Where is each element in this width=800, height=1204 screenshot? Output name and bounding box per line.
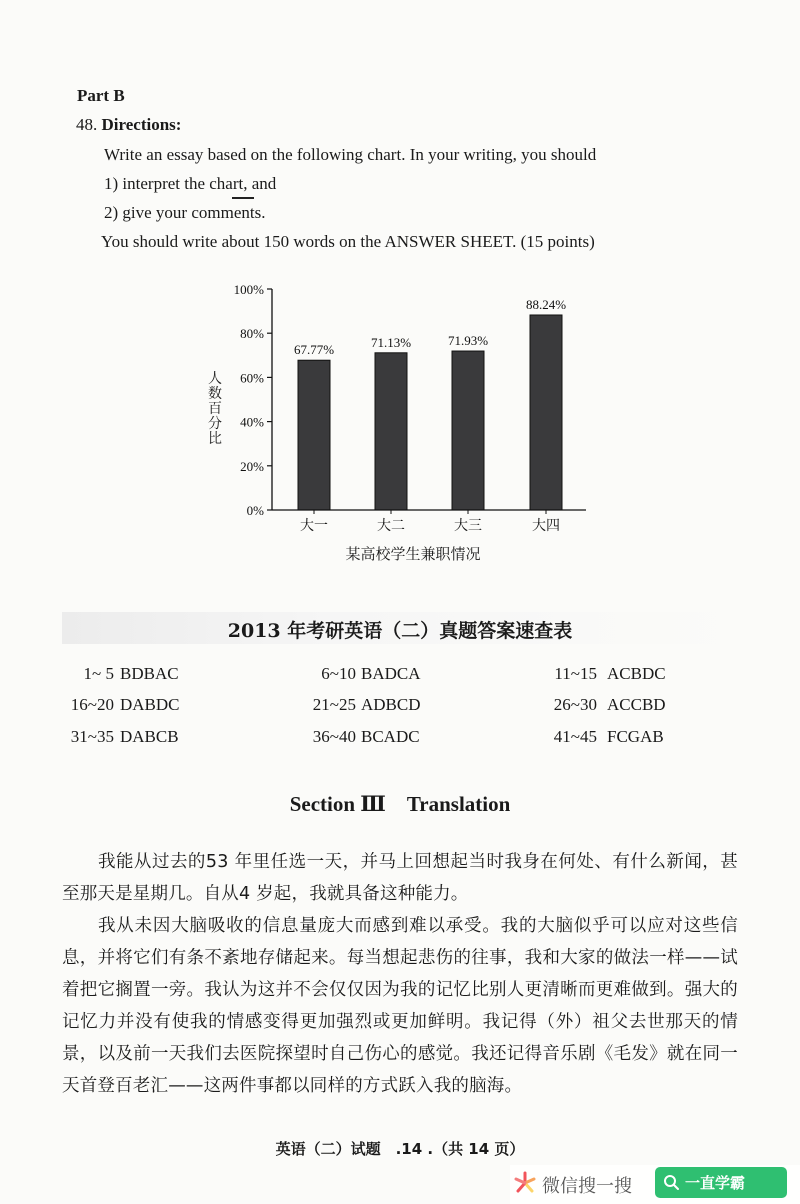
answer-range: 31~35	[70, 727, 114, 746]
answer-key-title: 2013 年考研英语（二）真题答案速查表	[227, 620, 573, 642]
translation-paragraph-2: 我从未因大脑吸收的信息量庞大而感到难以承受。我的大脑似乎可以应对这些信息，并将它们有条不紊地存储起来。每当想起悲伤的往事，我和大家的做法一样——试着把它搁置一旁。我认为这并不会仅仅因为我的记忆比别人更清晰而更难做到。强大的记忆力并没有使我的情感变得更加强烈或更加鲜明。我记得（外）祖父去世那天的情景，以及前一天我们去医院探望时自己伤心的感觉。我还记得音乐剧《毛发》就在同一天首登百老汇——这两件事都以同样的方式跃入我的脑海。	[62, 916, 738, 1096]
page-footer: 英语（二）试题 .14 .（共 14 页）	[275, 1140, 525, 1158]
answer-range: 1~ 5	[83, 664, 114, 683]
answer-range: 16~20	[70, 695, 114, 714]
y-tick-label: 20%	[240, 458, 264, 474]
y-axis	[234, 282, 272, 518]
answer-range: 6~10	[321, 664, 356, 683]
answer-letters: BCADC	[361, 727, 420, 746]
directions-label: Directions:	[101, 115, 182, 134]
question-heading	[76, 115, 181, 135]
bar-value-label: 88.24%	[525, 296, 567, 312]
search-icon	[663, 1174, 680, 1191]
answer-letters: FCGAB	[607, 727, 664, 746]
answer-range: 21~25	[312, 695, 356, 714]
x-category-label: 大二	[377, 519, 405, 534]
watermark-search-text: 一直学霸	[685, 1174, 746, 1192]
answer-range: 36~40	[312, 727, 356, 746]
question-number: 48.	[76, 115, 98, 134]
bar	[298, 360, 330, 510]
directions-line-4: You should write about 150 words on the ANSWER SHEET. (15 points)	[101, 232, 595, 251]
bar-value-label: 71.13%	[370, 334, 412, 350]
y-tick-label: 40%	[240, 414, 264, 430]
answer-range: 41~45	[553, 727, 597, 746]
answer-letters: BDBAC	[120, 664, 179, 683]
wechat-search-logo-icon	[512, 1170, 538, 1196]
answer-letters: DABDC	[120, 695, 180, 714]
x-category-label: 大一	[300, 519, 328, 534]
x-axis-caption: 某高校学生兼职情况	[345, 545, 481, 563]
answer-letters: ADBCD	[361, 695, 421, 714]
watermark-brand: 微信搜一搜	[542, 1176, 632, 1197]
y-tick-label: 100%	[233, 282, 264, 297]
bar-value-label: 71.93%	[447, 333, 489, 349]
x-category-label: 大三	[454, 519, 482, 534]
answer-letters: BADCA	[361, 664, 421, 683]
directions-line-2: 1) interpret the chart, and	[104, 174, 277, 193]
directions-line-1: Write an essay based on the following chart. In your writing, you should	[104, 145, 597, 164]
bar-chart	[0, 270, 800, 570]
answer-letters: ACCBD	[607, 695, 666, 714]
bar	[452, 351, 484, 510]
y-axis-label-text: 人 数 百 分 比	[208, 371, 222, 447]
part-label: Part B	[77, 86, 125, 105]
bar-value-label: 67.77%	[293, 342, 335, 358]
handwritten-underline	[232, 197, 254, 199]
bar	[375, 353, 407, 510]
y-tick-label: 0%	[246, 503, 264, 518]
x-category-label: 大四	[532, 519, 560, 534]
bar	[530, 315, 562, 510]
answer-range: 11~15	[554, 664, 597, 683]
x-axis	[272, 510, 586, 534]
section-title: Section Ⅲ Translation	[289, 792, 511, 816]
y-tick-label: 80%	[240, 326, 264, 342]
y-tick-label: 60%	[240, 370, 264, 386]
answer-letters: DABCB	[120, 727, 179, 746]
answer-letters: ACBDC	[607, 664, 666, 683]
directions-line-3: 2) give your comments.	[104, 203, 266, 222]
answer-range: 26~30	[553, 695, 597, 714]
y-axis-label	[206, 372, 224, 447]
bars	[294, 297, 566, 510]
translation-paragraph-1: 我能从过去的53 年里任选一天，并马上回想起当时我身在何处、有什么新闻，甚至那天是星期几。自从4 岁起，我就具备这种能力。	[62, 852, 738, 904]
watermark-search-button[interactable]	[655, 1167, 787, 1198]
